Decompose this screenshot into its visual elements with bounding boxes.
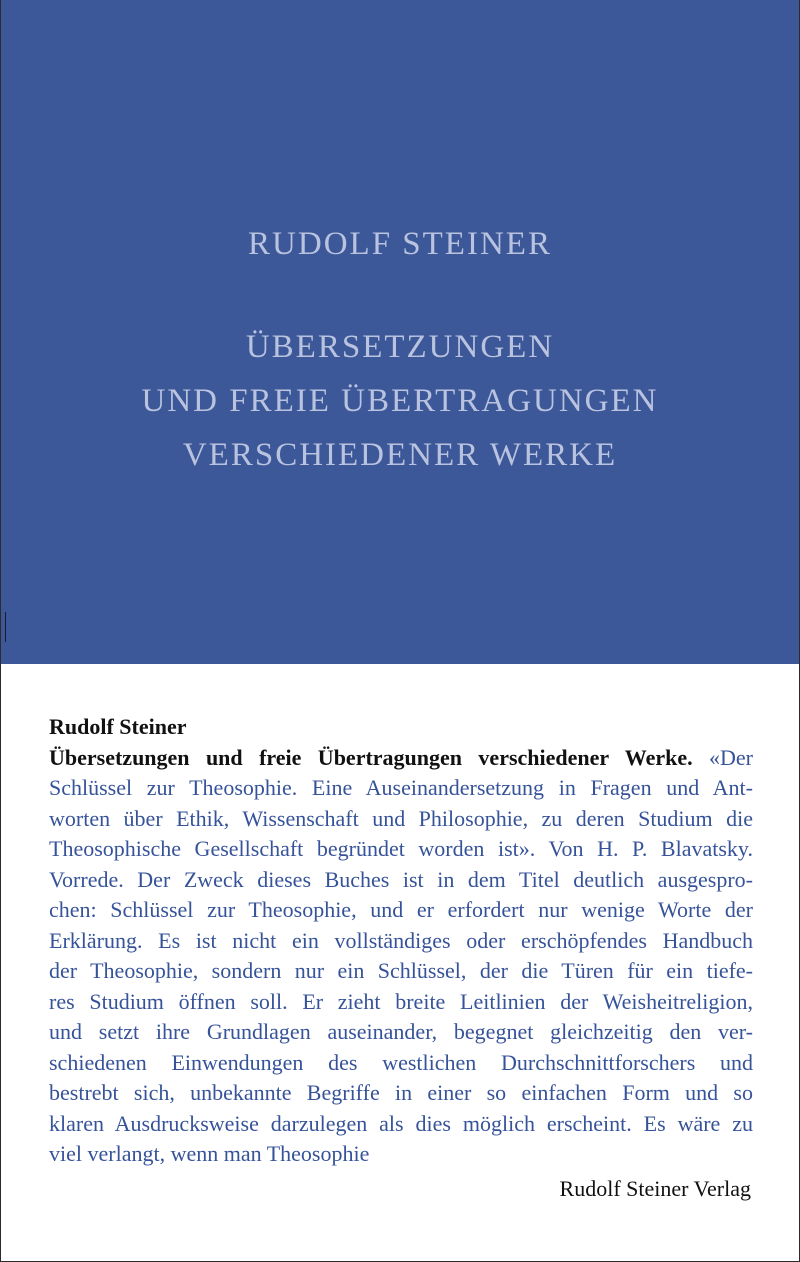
- spine-mark: [5, 612, 6, 642]
- blurb-line: schiedenen Einwendungen des westlichen Durchschnittforschers und: [49, 1049, 753, 1075]
- blurb-author: Rudolf Steiner: [49, 714, 187, 739]
- blurb-line: klaren Ausdrucksweise darzulegen als dies möglich erscheint. Es wäre zu: [49, 1110, 753, 1136]
- blurb-title-line: [49, 743, 753, 774]
- blurb-line: Vorrede. Der Zweck dieses Buches ist in dem Titel deutlich ausgespro-: [49, 866, 753, 892]
- blurb-line: Erklärung. Es ist nicht ein vollständiges oder erschöpfendes Handbuch: [49, 927, 753, 953]
- blurb-line: bestrebt sich, unbekannte Begriffe in einer so einfachen Form und so: [49, 1080, 753, 1105]
- blurb-line: Schlüssel zur Theosophie. Eine Auseinandersetzung in Fragen und Ant-: [49, 775, 753, 800]
- cover-title-line: UND FREIE ÜBERTRAGUNGEN: [141, 383, 659, 419]
- blurb-line: res Studium öffnen soll. Er zieht breite Leitlinien der Weisheitreligion,: [49, 988, 753, 1014]
- cover-title-line: VERSCHIEDENER WERKE: [182, 437, 618, 473]
- blurb-line: viel verlangt, wenn man Theosophie: [49, 1141, 370, 1166]
- blurb-line: und setzt ihre Grundlagen auseinander, begegnet gleichzeitig den ver-: [49, 1019, 753, 1044]
- blurb-line: Theosophische Gesellschaft begründet worden ist». Von H. P. Blavatsky.: [49, 836, 753, 861]
- publisher-name: Rudolf Steiner Verlag: [559, 1176, 751, 1201]
- blurb-title: Übersetzungen und freie Übertragungen verschiedener Werke.: [49, 744, 693, 770]
- cover-title-line: ÜBERSETZUNGEN: [245, 329, 555, 365]
- blurb-line: chen: Schlüssel zur Theosophie, und er erfordert nur wenige Worte der: [49, 897, 753, 922]
- blurb-line: der Theosophie, sondern nur ein Schlüssel, der die Türen für ein tiefe-: [49, 958, 753, 983]
- blurb-text-start: «Der: [692, 744, 753, 770]
- cover-title: [1, 320, 799, 482]
- blurb-text: [49, 712, 753, 1170]
- cover-author: RUDOLF STEINER: [248, 226, 552, 262]
- cover-color-panel: [1, 0, 799, 664]
- blurb-line: worten über Ethik, Wissenschaft und Philosophie, zu deren Studium die: [49, 805, 753, 831]
